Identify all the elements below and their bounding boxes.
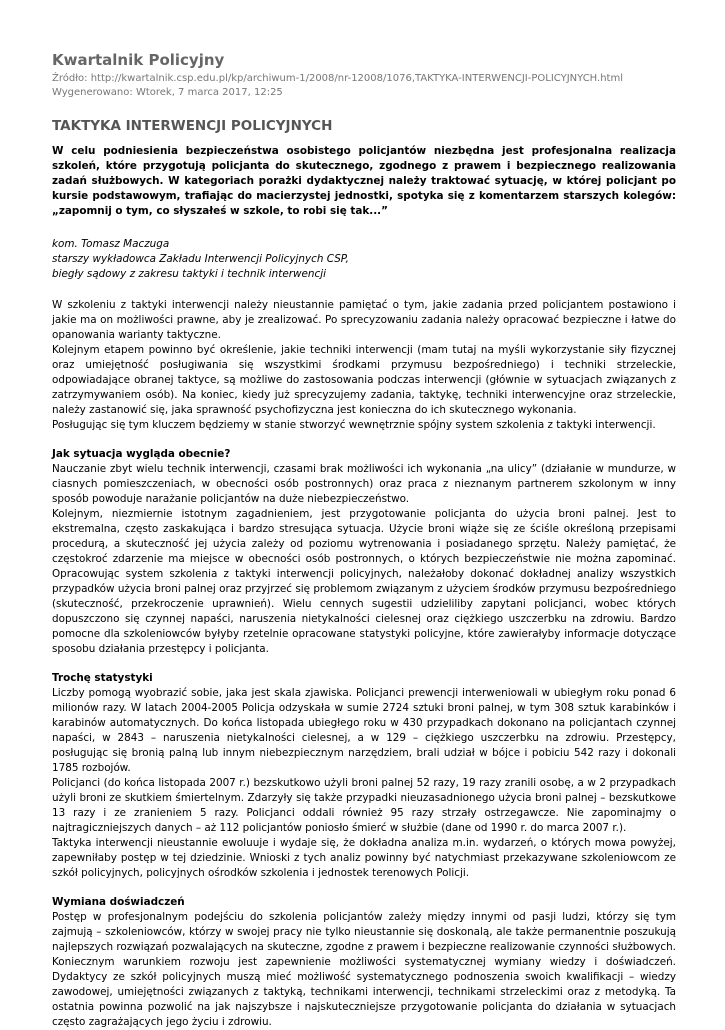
section-experience-exchange [52, 895, 676, 1030]
section-statistics [52, 671, 676, 881]
section-heading: Wymiana doświadczeń [52, 896, 185, 908]
intro-paragraph: Posługując się tym kluczem będziemy w stanie stworzyć wewnętrznie spójny system szkolenia z taktyki interwencji. [52, 419, 656, 431]
section-paragraph: Taktyka interwencji nieustannie ewoluuje i wydaje się, że dokładna analiza m.in. wydarzeń, o których mowa powyżej, zapewniłaby postęp w tej dziedzinie. Wnioski z tych analiz powinny być natychmiast przekazywane szkoleniowcom ze szkół policyjnych, policyjnych ośrodków szkolenia i jednostek terenowych Policji. [52, 837, 676, 879]
section-paragraph: Postęp w profesjonalnym podejściu do szkolenia policjantów zależy między innymi od pasji ludzi, którzy się tym zajmują – szkoleniowców, którzy w swojej pracy nie tylko nieustannie się doskonalą, ale także permanentnie poszukują najlepszych rozwiązań pozwalających na skuteczne, zgodne z prawem i bezpieczne realizowanie czynności służbowych. Koniecznym warunkiem rozwoju jest zapewnienie możliwości systematycznej wymiany wiedzy i doświadczeń. Dydaktycy ze szkół policyjnych muszą mieć możliwość systematycznego podnoszenia swoich kwalifikacji – wiedzy zawodowej, umiejętności związanych z taktyką, technikami interwencji, technikami strzeleckimi oraz z metodyką. Ta ostatnia powinna pozwolić na jak najszybsze i najskuteczniejsze przygotowanie policjanta do działania w sytuacjach często zagrażających jego życiu i zdrowiu. [52, 911, 676, 1028]
author-name: kom. Tomasz Maczuga [52, 238, 170, 250]
generated-date: Wygenerowano: Wtorek, 7 marca 2017, 12:25 [52, 87, 283, 98]
intro-paragraph: Kolejnym etapem powinno być określenie, jakie techniki interwencji (mam tutaj na myśli wykorzystanie siły fizycznej oraz umiejętność posługiwania się wszystkimi środkami przymusu bezpośredniego) i techniki strzeleckie, odpowiadające obranej taktyce, są możliwe do zastosowania podczas interwencji (głównie w sytuacjach związanych z zatrzymywaniem osób). Na koniec, kiedy już sprecyzujemy zadania, taktykę, techniki interwencyjne oraz strzeleckie, należy zastanowić się, jaka sprawność psychofizyczna jest konieczna do ich skutecznego wykonania. [52, 344, 676, 416]
article-title: TAKTYKA INTERWENCJI POLICYJNYCH [52, 118, 333, 134]
intro-paragraph: W szkoleniu z taktyki interwencji należy nieustannie pamiętać o tym, jakie zadania przed policjantem postawiono i jakie ma on możliwości prawne, aby je zrealizować. Po sprecyzowaniu zadania należy opracować bezpieczne i łatwe do opanowania warianty taktyczne. [52, 299, 676, 341]
section-heading: Jak sytuacja wygląda obecnie? [52, 448, 231, 460]
document-page [52, 52, 676, 1030]
author-expertise: biegły sądowy z zakresu taktyki i technik interwencji [52, 268, 326, 280]
article-lead: W celu podniesienia bezpieczeństwa osobistego policjantów niezbędna jest profesjonalna realizacja szkoleń, które przygotują policjanta do skutecznego, zgodnego z prawem i bezpiecznego realizowania zadań służbowych. W kategoriach porażki dydaktycznej należy traktować sytuację, w której policjant po kursie podstawowym, trafiając do macierzystej jednostki, spotyka się z komentarzem starszych kolegów: „zapomnij o tym, co słyszałeś w szkole, to robi się tak...” [52, 145, 676, 217]
section-paragraph: Liczby pomogą wyobrazić sobie, jaka jest skala zjawiska. Policjanci prewencji interweniowali w ubiegłym roku ponad 6 milionów razy. W latach 2004-2005 Policja odzyskała w sumie 2724 sztuki broni palnej, w tym 308 sztuk karabinków i karabinów automatycznych. Do końca listopada ubiegłego roku w 430 przypadkach dokonano na policjantach czynnej napaści, w 2843 – naruszenia nietykalności cielesnej, a w 129 – ciężkiego uszczerbku na zdrowiu. Przestępcy, posługując się bronią palną lub innym niebezpiecznym narzędziem, brali udział w bójce i pobiciu 542 razy i dokonali 1785 rozbojów. [52, 687, 676, 774]
section-paragraph: Policjanci (do końca listopada 2007 r.) bezskutkowo użyli broni palnej 52 razy, 19 razy zranili osobę, a w 2 przypadkach użyli broni ze skutkiem śmiertelnym. Zdarzyły się także przypadki nieuzasadnionego użycia broni palnej – bezskutkowe 13 razy i ze zranieniem 5 razy. Policjanci oddali również 95 razy strzały ostrzegawcze. Nie zapominajmy o najtragiczniejszych danych – aż 112 policjantów poniosło śmierć w służbie (dane od 1990 r. do marca 2007 r.). [52, 777, 676, 834]
source-url: Źródło: http://kwartalnik.csp.edu.pl/kp/archiwum-1/2008/nr-12008/1076,TAKTYKA-INTERWENCJI-POLICYJNYCH.html [52, 73, 623, 84]
author-role: starszy wykładowca Zakładu Interwencji Policyjnych CSP, [52, 253, 349, 265]
section-paragraph: Kolejnym, niezmiernie istotnym zagadnieniem, jest przygotowanie policjanta do użycia broni palnej. Jest to ekstremalna, często zaskakująca i bardzo stresująca sytuacja. Użycie broni wiąże się ze ściśle określoną przepisami procedurą, a skuteczność jej użycia zależy od poziomu wytrenowania i posiadanego sprzętu. Należy pamiętać, że częstokroć zdarzenie ma miejsce w obecności osób postronnych, o których bezpieczeństwie nie można zapominać. Opracowując system szkolenia z taktyki interwencji policyjnych, należałoby dokonać dokładnej analizy wszystkich przypadków użycia broni palnej oraz przyjrzeć się problemom związanym z użyciem środków przymusu bezpośredniego (skuteczność, przekroczenie uprawnień). Wielu cennych sugestii udzieliliby zapytani policjanci, wobec których dopuszczono się czynnej napaści, naruszenia nietykalności cielesnej oraz ciężkiego uszczerbku na zdrowiu. Bardzo pomocne dla szkoleniowców byłyby rzetelnie opracowane statystyki policyjne, które zawierałyby informacje dotyczące sposobu działania przestępcy i policjanta. [52, 508, 676, 655]
author-block [52, 237, 676, 282]
section-current-situation [52, 447, 676, 657]
site-title: Kwartalnik Policyjny [52, 51, 225, 69]
section-paragraph: Nauczanie zbyt wielu technik interwencji, czasami brak możliwości ich wykonania „na ulicy” (działanie w mundurze, w ciasnych pomieszczeniach, w obecności osób postronnych) oraz praca z nieznanym partnerem szkolonym w inny sposób powoduje narażanie policjantów na duże niebezpieczeństwo. [52, 463, 676, 505]
section-heading: Trochę statystyki [52, 672, 153, 684]
intro-section [52, 298, 676, 433]
